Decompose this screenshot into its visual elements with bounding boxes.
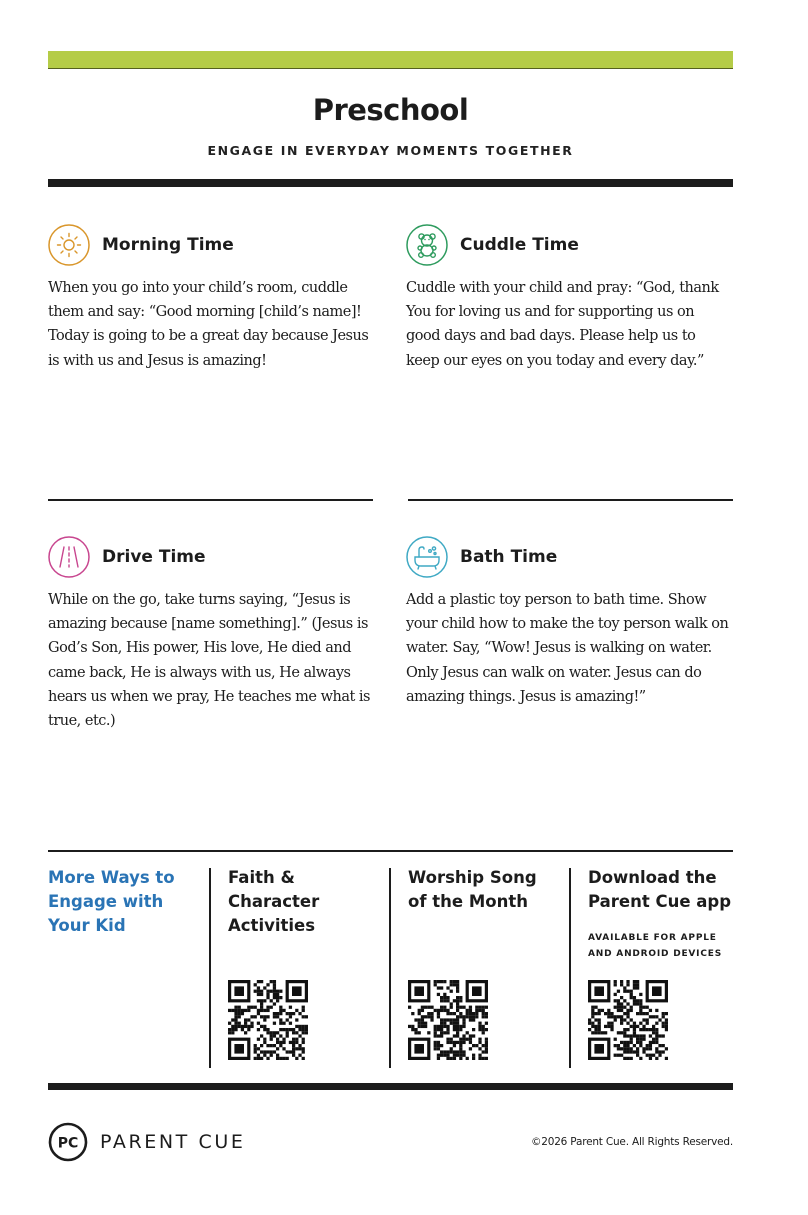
- section-divider: [408, 499, 733, 501]
- section-divider: [48, 499, 373, 501]
- parent-cue-logo: [48, 1122, 245, 1162]
- section-cuddle-time: [406, 222, 732, 373]
- section-title: Drive Time: [102, 547, 206, 567]
- copyright-notice: ©2026 Parent Cue. All Rights Reserved.: [530, 1136, 733, 1148]
- app-availability-note: AVAILABLE FOR APPLE AND ANDROID DEVICES: [588, 933, 722, 959]
- brand-name: PARENT CUE: [100, 1131, 246, 1153]
- bathtub-icon: [406, 536, 448, 578]
- qr-code-faith-character[interactable]: [228, 980, 308, 1060]
- resource-title-faith-character: Faith & Character Activities: [228, 868, 320, 935]
- section-body: When you go into your child’s room, cuddle them and say: “Good morning [child’s name]! Today is going to be a great day because Jesus is with us and Jesus is amazing!: [48, 280, 369, 369]
- section-title: Bath Time: [460, 547, 558, 567]
- section-title: Morning Time: [102, 235, 234, 255]
- more-ways-heading: More Ways to Engage with Your Kid: [48, 868, 175, 935]
- section-drive-time: [48, 534, 374, 733]
- footer-divider: [48, 850, 733, 852]
- page-title: Preschool: [312, 93, 469, 127]
- page-subtitle: ENGAGE IN EVERYDAY MOMENTS TOGETHER: [207, 143, 574, 158]
- teddy-bear-icon: [406, 224, 448, 266]
- column-divider: [569, 868, 571, 1068]
- road-icon: [48, 536, 90, 578]
- section-body: While on the go, take turns saying, “Jesus is amazing because [name something].” (Jesus is God’s Son, His power, His love, He died and came back, He is always with us, He always hears us when we pray, He teaches me what is true, etc.): [48, 592, 370, 730]
- accent-bar: [48, 51, 733, 69]
- qr-code-download-app[interactable]: [588, 980, 668, 1060]
- svg-text:PC: PC: [57, 1135, 79, 1152]
- section-body: Cuddle with your child and pray: “God, thank You for loving us and for supporting us on good days and bad days. Please help us to keep our eyes on you today and every day.”: [406, 280, 719, 369]
- column-divider: [389, 868, 391, 1068]
- resource-title-download-app: Download the Parent Cue app: [588, 868, 732, 911]
- parent-cue-logo-mark: [48, 1122, 88, 1162]
- section-morning-time: [48, 222, 374, 373]
- section-title: Cuddle Time: [460, 235, 579, 255]
- footer-bottom-divider: [48, 1083, 733, 1090]
- column-divider: [209, 868, 211, 1068]
- resource-title-worship-song: Worship Song of the Month: [408, 868, 537, 911]
- sun-icon: [48, 224, 90, 266]
- section-body: Add a plastic toy person to bath time. Show your child how to make the toy person walk on water. Say, “Wow! Jesus is walking on water. Only Jesus can walk on water. Jesus can do amazing things. Jesus is amazing!”: [406, 592, 729, 705]
- section-bath-time: [406, 534, 732, 709]
- header-divider: [48, 179, 733, 187]
- qr-code-worship-song[interactable]: [408, 980, 488, 1060]
